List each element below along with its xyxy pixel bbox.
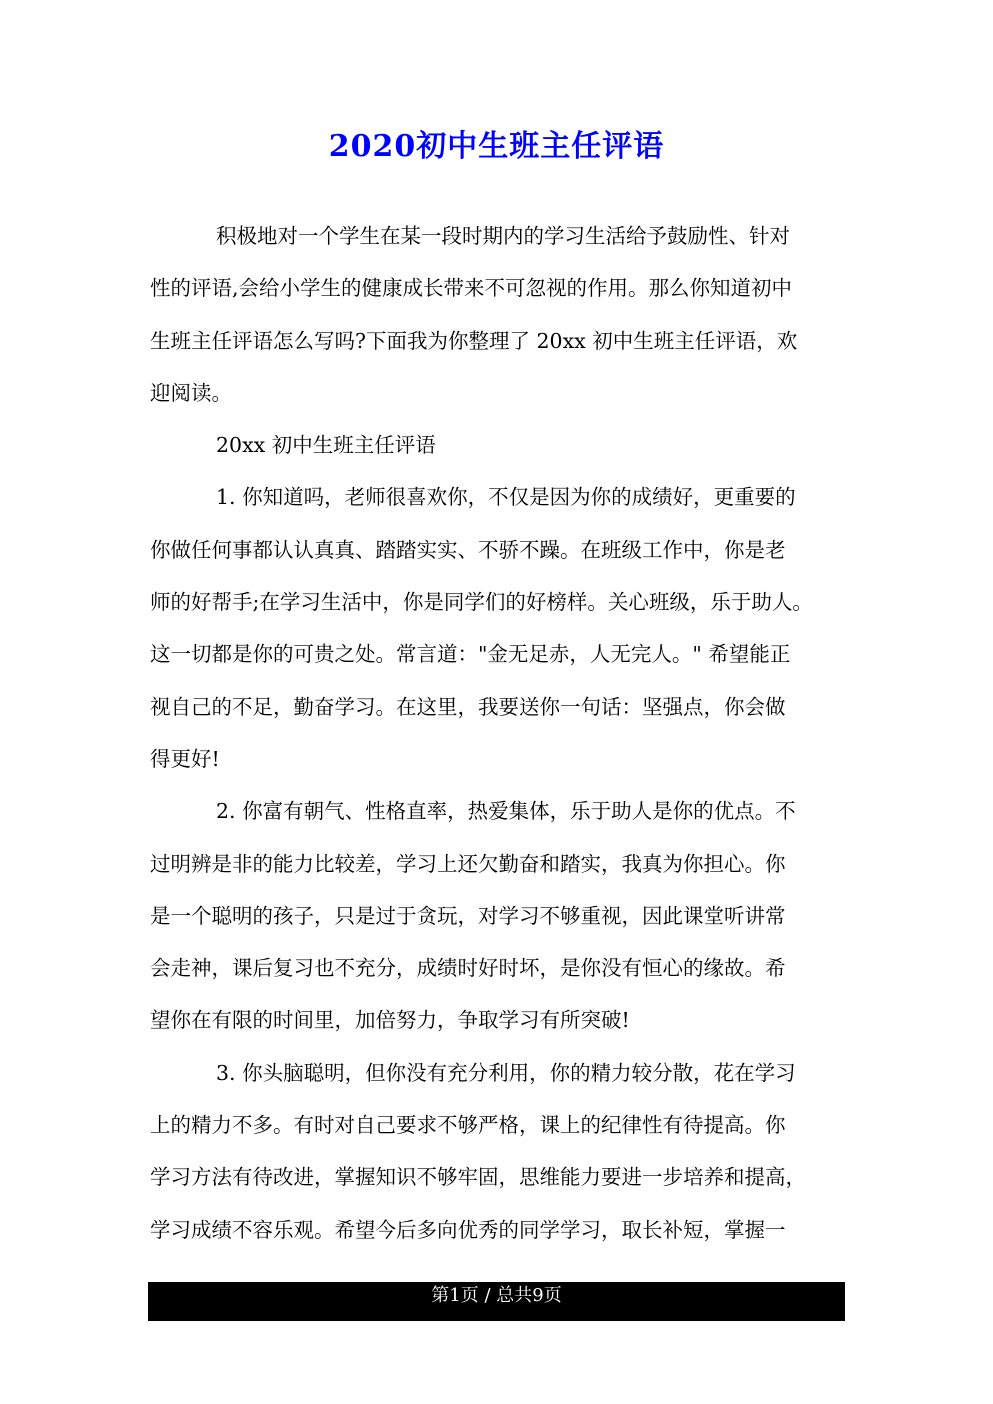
text-line: 20xx 初中生班主任评语 [216, 433, 436, 458]
document-body [150, 221, 850, 1267]
document-title: 2020初中生班主任评语 [328, 129, 665, 164]
text-line: 这一切都是你的可贵之处。常言道："金无足赤，人无完人。" 希望能正 [150, 642, 791, 667]
text-line: 望你在有限的时间里，加倍努力，争取学习有所突破! [150, 1008, 630, 1033]
text-line: 会走神，课后复习也不充分，成绩时好时坏，是你没有恒心的缘故。希 [150, 956, 786, 981]
page-indicator: 第1页 / 总共9页 [431, 1285, 562, 1306]
page-footer [148, 1282, 845, 1321]
text-line: 1. 你知道吗，老师很喜欢你，不仅是因为你的成绩好，更重要的 [216, 485, 796, 510]
text-line: 上的精力不多。有时对自己要求不够严格，课上的纪律性有待提高。你 [150, 1113, 786, 1138]
text-line: 师的好帮手;在学习生活中，你是同学们的好榜样。关心班级，乐于助人。 [150, 590, 813, 615]
text-line: 生班主任评语怎么写吗?下面我为你整理了 20xx 初中生班主任评语，欢 [150, 328, 798, 353]
text-line: 积极地对一个学生在某一段时期内的学习生活给予鼓励性、针对 [216, 224, 790, 248]
text-line: 性的评语,会给小学生的健康成长带来不可忽视的作用。那么你知道初中 [150, 276, 793, 301]
text-line: 3. 你头脑聪明，但你没有充分利用，你的精力较分散，花在学习 [216, 1060, 796, 1085]
text-line: 2. 你富有朝气、性格直率，热爱集体，乐于助人是你的优点。不 [216, 799, 796, 824]
text-line: 学习方法有待改进，掌握知识不够牢固，思维能力要进一步培养和提高， [150, 1165, 806, 1190]
text-line: 得更好! [150, 746, 220, 771]
text-line: 学习成绩不容乐观。希望今后多向优秀的同学学习，取长补短，掌握一 [150, 1217, 786, 1242]
text-line: 是一个聪明的孩子，只是过于贪玩，对学习不够重视，因此课堂听讲常 [150, 903, 786, 928]
text-line: 迎阅读。 [150, 380, 232, 405]
text-line: 过明辨是非的能力比较差，学习上还欠勤奋和踏实，我真为你担心。你 [150, 851, 786, 876]
text-line: 视自己的不足，勤奋学习。在这里，我要送你一句话：坚强点，你会做 [150, 694, 786, 719]
text-line: 你做任何事都认认真真、踏踏实实、不骄不躁。在班级工作中，你是老 [150, 537, 786, 562]
